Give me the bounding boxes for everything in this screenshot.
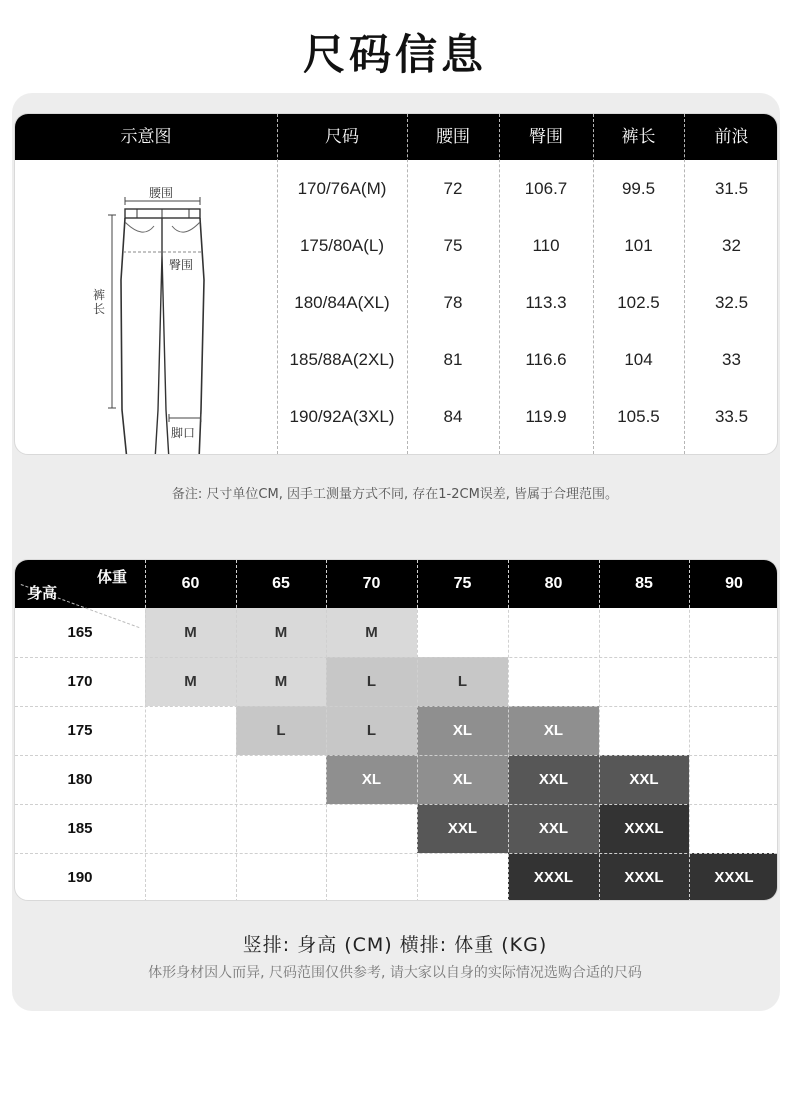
axis-legend: 竖排: 身高 (CM) 横排: 体重 (KG)	[242, 934, 548, 956]
empty-cell	[417, 608, 508, 657]
height-row-label: 165	[67, 624, 93, 641]
size-cell-xl: XL	[508, 706, 599, 755]
weight-header: 60	[181, 575, 200, 592]
cell-size: 170/76A(M)	[297, 179, 387, 198]
height-row-label: 170	[67, 673, 93, 690]
cell-waist: 84	[443, 407, 463, 426]
empty-cell	[145, 804, 236, 853]
empty-cell	[689, 755, 778, 804]
column-divider	[145, 560, 146, 901]
empty-cell	[689, 608, 778, 657]
row-divider	[15, 853, 777, 854]
empty-cell	[326, 853, 417, 901]
cell-hip: 116.6	[525, 350, 567, 369]
cell-front-rise: 31.5	[714, 179, 749, 198]
empty-cell	[236, 755, 326, 804]
header-hip: 臀围	[529, 127, 563, 147]
length-label: 裤长	[93, 288, 106, 316]
size-cell-xxl: XXL	[417, 804, 508, 853]
row-divider	[15, 657, 777, 658]
empty-cell	[145, 853, 236, 901]
weight-header: 75	[453, 575, 472, 592]
pants-outline-icon	[15, 160, 277, 455]
size-cell-xxl: XXL	[508, 804, 599, 853]
column-divider	[599, 560, 600, 901]
height-row-label: 190	[67, 869, 93, 886]
cell-size: 180/84A(XL)	[294, 293, 390, 312]
cell-hip: 110	[532, 236, 560, 255]
empty-cell	[689, 706, 778, 755]
corner-height-label: 身高	[27, 584, 58, 602]
empty-cell	[599, 608, 689, 657]
row-divider	[15, 755, 777, 756]
column-divider	[326, 560, 327, 901]
size-cell-m: M	[145, 608, 236, 657]
weight-header: 70	[362, 575, 381, 592]
size-cell-xl: XL	[417, 755, 508, 804]
cell-waist: 81	[443, 350, 463, 369]
height-row-label: 175	[67, 722, 93, 739]
column-divider	[417, 560, 418, 901]
size-cell-xl: XL	[417, 706, 508, 755]
cell-waist: 72	[443, 179, 463, 198]
empty-cell	[417, 853, 508, 901]
size-cell-l: L	[326, 657, 417, 706]
cell-front-rise: 32	[722, 236, 741, 255]
empty-cell	[508, 657, 599, 706]
cell-length: 99.5	[621, 179, 656, 198]
pants-diagram	[15, 160, 277, 455]
cell-length: 102.5	[617, 293, 660, 312]
empty-cell	[145, 706, 236, 755]
size-cell-xxxl: XXXL	[599, 853, 689, 901]
disclaimer: 体形身材因人而异, 尺码范围仅供参考, 请大家以自身的实际情况选购合适的尺码	[148, 965, 642, 981]
weight-header: 65	[272, 575, 290, 592]
size-cell-m: M	[236, 657, 326, 706]
cell-waist: 75	[443, 236, 463, 255]
corner-weight-label: 体重	[97, 568, 128, 586]
empty-cell	[145, 755, 236, 804]
cell-hip: 119.9	[525, 407, 567, 426]
height-row-label: 185	[67, 820, 93, 837]
header-waist: 腰围	[436, 127, 470, 147]
waist-label: 腰围	[149, 186, 174, 200]
column-divider	[689, 560, 690, 901]
cell-length: 101	[624, 236, 653, 255]
empty-cell	[689, 657, 778, 706]
cell-hip: 113.3	[525, 293, 567, 312]
header-front-rise: 前浪	[714, 127, 749, 147]
column-divider	[236, 560, 237, 901]
cell-length: 105.5	[617, 407, 660, 426]
height-row-label: 180	[67, 771, 93, 788]
weight-header: 85	[635, 575, 653, 592]
cell-front-rise: 32.5	[714, 293, 749, 312]
size-cell-xl: XL	[326, 755, 417, 804]
size-cell-l: L	[236, 706, 326, 755]
row-divider	[15, 804, 777, 805]
empty-cell	[326, 804, 417, 853]
header-length: 裤长	[621, 127, 656, 147]
weight-header: 80	[544, 575, 563, 592]
empty-cell	[236, 804, 326, 853]
empty-cell	[599, 657, 689, 706]
size-cell-xxxl: XXXL	[508, 853, 599, 901]
size-cell-xxl: XXL	[599, 755, 689, 804]
size-cell-l: L	[326, 706, 417, 755]
size-cell-xxl: XXL	[508, 755, 599, 804]
cell-size: 190/92A(3XL)	[289, 407, 395, 426]
size-table	[14, 113, 778, 455]
size-cell-m: M	[236, 608, 326, 657]
cell-size: 175/80A(L)	[299, 236, 385, 255]
column-divider	[508, 560, 509, 901]
size-cell-l: L	[417, 657, 508, 706]
page-title: 尺码信息	[302, 30, 487, 79]
measurement-note: 备注: 尺寸单位CM, 因手工测量方式不同, 存在1-2CM误差, 皆属于合理范围。	[171, 487, 619, 502]
header-size: 尺码	[325, 127, 359, 147]
empty-cell	[689, 804, 778, 853]
empty-cell	[508, 608, 599, 657]
size-cell-xxxl: XXXL	[599, 804, 689, 853]
cell-waist: 78	[443, 293, 463, 312]
empty-cell	[236, 853, 326, 901]
header-diagram: 示意图	[120, 127, 172, 147]
size-recommendation-grid	[14, 559, 778, 901]
weight-header: 90	[725, 575, 743, 592]
hem-label: 脚口	[171, 426, 196, 440]
size-cell-m: M	[145, 657, 236, 706]
cell-front-rise: 33.5	[714, 407, 749, 426]
size-table-header	[15, 114, 777, 160]
row-divider	[15, 706, 777, 707]
cell-front-rise: 33	[722, 350, 741, 369]
size-cell-m: M	[326, 608, 417, 657]
hip-label: 臀围	[169, 258, 194, 272]
cell-length: 104	[624, 350, 653, 369]
cell-size: 185/88A(2XL)	[289, 350, 395, 369]
grid-header	[15, 560, 777, 608]
cell-hip: 106.7	[524, 179, 568, 198]
empty-cell	[599, 706, 689, 755]
size-cell-xxxl: XXXL	[689, 853, 778, 901]
